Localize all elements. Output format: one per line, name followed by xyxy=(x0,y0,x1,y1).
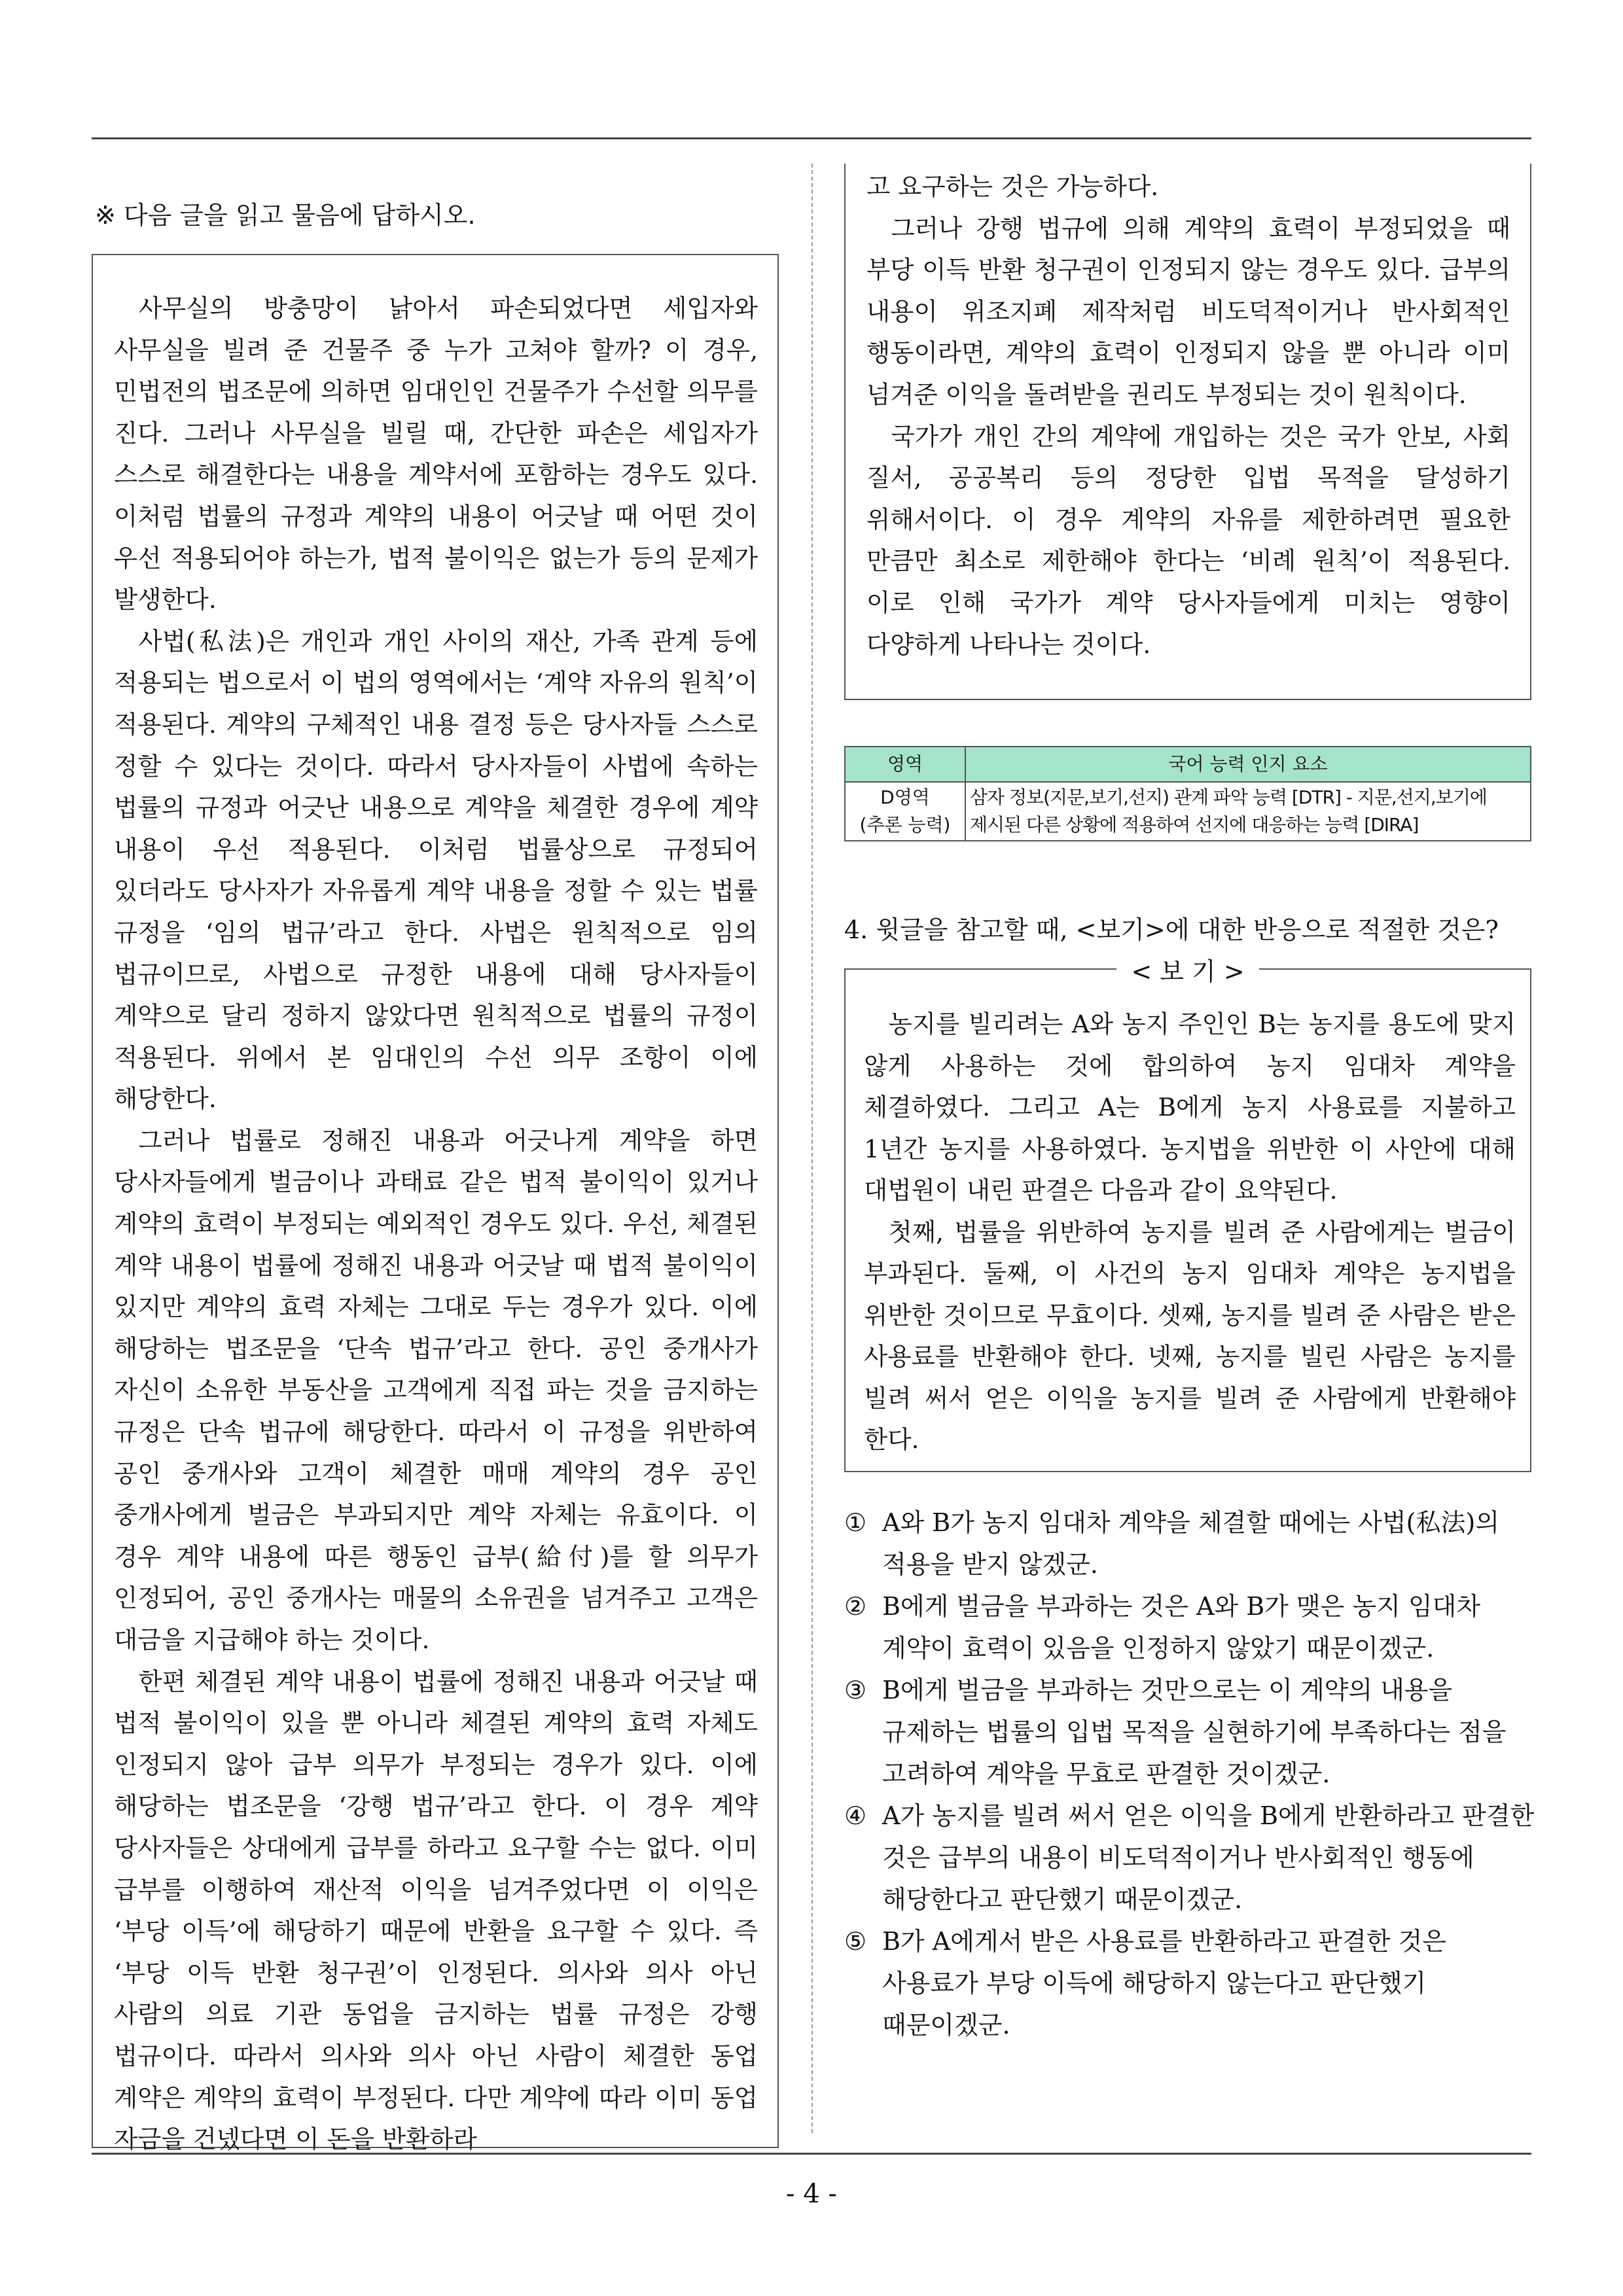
bogi-title-text: < 보 기 > xyxy=(1116,957,1258,986)
bogi-paragraph: 첫째, 법률을 위반하여 농지를 빌려 준 사람에게는 벌금이 부과된다. 둘째, 이 사건의 농지 임대차 계약은 농지법을 위반한 것이므로 무효이다. 셋째, 농지를 빌려 준 사람은 받은 사용료를 반환해야 한다. 넷째, 농지를 빌린 사람은 농지를 빌려 써서 얻은 이익을 농지를 빌려 준 사람에게 반환해야 한다. xyxy=(864,1217,1516,1454)
passage-paragraph: 사법(私法)은 개인과 개인 사이의 재산, 가족 관계 등에 적용되는 법으로서 이 법의 영역에서는 ‘계약 자유의 원칙’이 적용된다. 계약의 구체적인 내용 결정 등은 당사자들 스스로 정할 수 있다는 것이다. 따라서 당사자들이 사법에 속하는 법률의 규정과 어긋난 내용으로 계약을 체결한 경우에 계약 내용이 우선 적용된다. 이처럼 법률상으로 규정되어 있더라도 당사자가 자유롭게 계약 내용을 정할 수 있는 법률 규정을 ‘임의 법규’라고 한다. 사법은 원칙적으로 임의 법규이므로, 사법으로 규정한 내용에 대해 당사자들이 계약으로 달리 정하지 않았다면 원칙적으로 법률의 규정이 적용된다. 위에서 본 임대인의 수선 의무 조항이 이에 해당한다. xyxy=(114,626,758,1114)
choice-text: B에게 벌금을 부과하는 것만으로는 이 계약의 내용을 규제하는 법률의 입법 목적을 실현하기에 부족하다는 점을 고려하여 계약을 무효로 판결한 것이겠군. xyxy=(882,1676,1507,1788)
bogi-title xyxy=(846,951,1530,987)
table-header-elements: 국어 능력 인지 요소 xyxy=(965,747,1531,782)
table-cell-elements xyxy=(965,782,1531,841)
bottom-rule xyxy=(92,2153,1531,2155)
cognitive-element-table xyxy=(844,746,1531,841)
question-stem: 4. 윗글을 참고할 때, <보기>에 대한 반응으로 적절한 것은? xyxy=(844,915,1499,944)
passage-paragraph: 국가가 개인 간의 계약에 개입하는 것은 국가 안보, 사회 질서, 공공복리 등의 정당한 입법 목적을 달성하기 위해서이다. 이 경우 계약의 자유를 제한하려면 필요한 만큼만 최소로 제한해야 한다는 ‘비례 원칙’이 적용된다. 이로 인해 국가가 계약 당사자들에게 미치는 영향이 다양하게 나타나는 것이다. xyxy=(866,421,1510,659)
passage-box-left xyxy=(92,254,779,2154)
element-line: 제시된 다른 상황에 적용하여 선지에 대응하는 능력 [DIRA] xyxy=(970,814,1419,836)
passage-continuation: 고 요구하는 것은 가능하다. xyxy=(866,172,1159,201)
element-line: 삼자 정보(지문,보기,선지) 관계 파악 능력 [DTR] - 지문,선지,보기에 xyxy=(970,786,1487,808)
instruction-text: ※ 다음 글을 읽고 물음에 답하시오. xyxy=(95,201,476,230)
answer-choice-5[interactable] xyxy=(844,1920,1538,2046)
bogi-box xyxy=(844,957,1531,1472)
answer-choice-2[interactable] xyxy=(844,1585,1538,1669)
answer-choice-4[interactable] xyxy=(844,1795,1538,1920)
choice-number: ③ xyxy=(844,1676,867,1704)
area-line: (추론 능력) xyxy=(859,814,951,836)
passage-paragraph: 사무실의 방충망이 낡아서 파손되었다면 세입자와 사무실을 빌려 준 건물주 중 누가 고쳐야 할까? 이 경우, 민법전의 법조문에 의하면 임대인인 건물주가 수선할 의무를 진다. 그러나 사무실을 빌릴 때, 간단한 파손은 세입자가 스스로 해결한다는 내용을 계약서에 포함하는 경우도 있다. 이처럼 법률의 규정과 계약의 내용이 어긋날 때 어떤 것이 우선 적용되어야 하는가, 법적 불이익은 없는가 등의 문제가 발생한다. xyxy=(114,294,758,614)
choice-text: B에게 벌금을 부과하는 것은 A와 B가 맺은 농지 임대차 계약이 효력이 있음을 인정하지 않았기 때문이겠군. xyxy=(882,1592,1481,1663)
answer-choice-1[interactable] xyxy=(844,1502,1538,1585)
top-rule xyxy=(92,137,1531,139)
choice-text: B가 A에게서 받은 사용료를 반환하라고 판결한 것은 사용료가 부당 이득에 해당하지 않는다고 판단했기 때문이겠군. xyxy=(882,1927,1447,2040)
choice-number: ② xyxy=(844,1592,867,1621)
passage-paragraph: 한편 체결된 계약 내용이 법률에 정해진 내용과 어긋날 때 법적 불이익이 있을 뿐 아니라 체결된 계약의 효력 자체도 인정되지 않아 급부 의무가 부정되는 경우가 있다. 이에 해당하는 법조문을 ‘강행 법규’라고 한다. 이 경우 계약 당사자들은 상대에게 급부를 하라고 요구할 수는 없다. 이미 급부를 이행하여 재산적 이익을 넘겨주었다면 이 이익은 ‘부당 이득’에 해당하기 때문에 반환을 요구할 수 있다. 즉 ‘부당 이득 반환 청구권’이 인정된다. 의사와 의사 아닌 사람의 의료 기관 동업을 금지하는 법률 규정은 강행 법규이다. 따라서 의사와 의사 아닌 사람이 체결한 동업 계약은 계약의 효력이 부정된다. 다만 계약에 따라 이미 동업 자금을 건넸다면 이 돈을 반환하라 xyxy=(114,1667,758,2154)
table-header-area: 영역 xyxy=(845,747,965,782)
choice-number: ⑤ xyxy=(844,1927,867,1956)
page-number: - 4 - xyxy=(786,2179,837,2209)
answer-choice-3[interactable] xyxy=(844,1669,1538,1795)
area-line: D영역 xyxy=(880,786,930,808)
choice-number: ① xyxy=(844,1508,867,1537)
answer-choices xyxy=(844,1502,1538,2046)
choice-text: A가 농지를 빌려 써서 얻은 이익을 B에게 반환하라고 판결한 것은 급부의 내용이 비도덕적이거나 반사회적인 행동에 해당한다고 판단했기 때문이겠군. xyxy=(882,1801,1535,1914)
choice-text: A와 B가 농지 임대차 계약을 체결할 때에는 사법(私法)의 적용을 받지 않겠군. xyxy=(882,1508,1500,1579)
passage-paragraph: 그러나 강행 법규에 의해 계약의 효력이 부정되었을 때 부당 이득 반환 청구권이 인정되지 않는 경우도 있다. 급부의 내용이 위조지폐 제작처럼 비도덕적이거나 반사회적인 행동이라면, 계약의 효력이 인정되지 않을 뿐 아니라 이미 넘겨준 이익을 돌려받을 권리도 부정되는 것이 원칙이다. xyxy=(866,213,1510,409)
choice-number: ④ xyxy=(844,1801,867,1830)
passage-paragraph: 그러나 법률로 정해진 내용과 어긋나게 계약을 하면 당사자들에게 벌금이나 과태료 같은 법적 불이익이 있거나 계약의 효력이 부정되는 예외적인 경우도 있다. 우선, 체결된 계약 내용이 법률에 정해진 내용과 어긋날 때 법적 불이익이 있지만 계약의 효력 자체는 그대로 두는 경우가 있다. 이에 해당하는 법조문을 ‘단속 법규’라고 한다. 공인 중개사가 자신이 소유한 부동산을 고객에게 직접 파는 것을 금지하는 규정은 단속 법규에 해당한다. 따라서 이 규정을 위반하여 공인 중개사와 고객이 체결한 매매 계약의 경우 공인 중개사에게 벌금은 부과되지만 계약 자체는 유효이다. 이 경우 계약 내용에 따른 행동인 급부(給付)를 할 의무가 인정되어, 공인 중개사는 매물의 소유권을 넘겨주고 고객은 대금을 지급해야 하는 것이다. xyxy=(114,1125,758,1654)
column-divider xyxy=(812,164,813,2133)
bogi-paragraph: 농지를 빌리려는 A와 농지 주인인 B는 농지를 용도에 맞지 않게 사용하는 것에 합의하여 농지 임대차 계약을 체결하였다. 그리고 A는 B에게 농지 사용료를 지불하고 1년간 농지를 사용하였다. 농지법을 위반한 이 사안에 대해 대법원이 내린 판결은 다음과 같이 요약된다. xyxy=(864,1010,1516,1205)
passage-box-right xyxy=(844,164,1531,700)
table-cell-area xyxy=(845,782,965,841)
